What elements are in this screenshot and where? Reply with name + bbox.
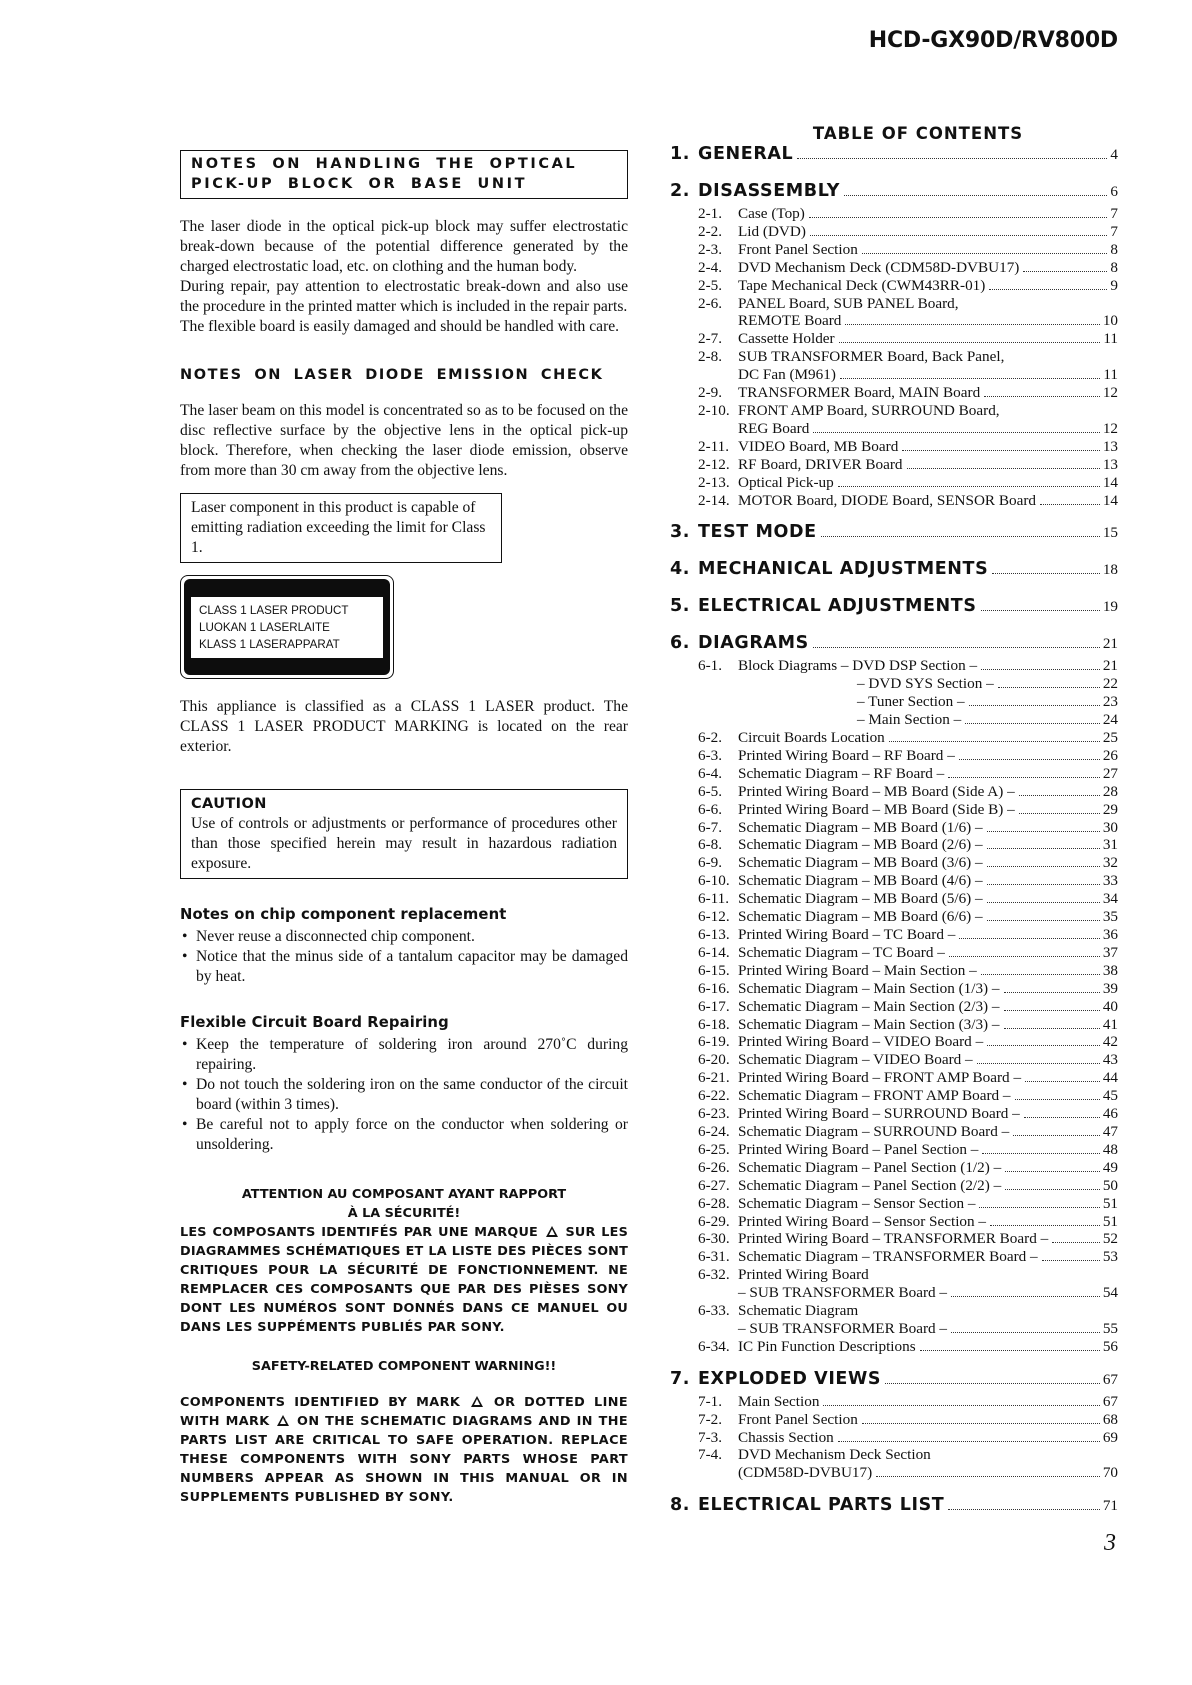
flex-list [180, 1035, 628, 1155]
toc-entry[interactable]: 7-4. DVD Mechanism Deck Section [698, 1446, 931, 1464]
toc-entry[interactable]: – Tuner Section – 23 [857, 693, 1118, 711]
toc-entry[interactable]: 2-2. Lid (DVD) 7 [698, 222, 1118, 240]
caution-box [180, 789, 628, 879]
toc-entry[interactable]: 7-3. Chassis Section 69 [698, 1428, 1118, 1446]
toc-list [670, 144, 1118, 1519]
toc-entry[interactable]: 2-10. FRONT AMP Board, SURROUND Board, [698, 401, 1000, 419]
chip-title: Notes on chip component replacement [180, 906, 507, 923]
toc-section[interactable]: 3. TEST MODE 15 [670, 522, 1118, 543]
caution-title: CAUTION [191, 796, 267, 812]
toc-entry[interactable]: – SUB TRANSFORMER Board – 54 [738, 1284, 1118, 1302]
flex-title: Flexible Circuit Board Repairing [180, 1014, 449, 1031]
toc-entry[interactable]: 6-26. Schematic Diagram – Panel Section (1/2) – 49 [698, 1158, 1118, 1176]
toc-entry[interactable]: 7-1. Main Section 67 [698, 1392, 1118, 1410]
toc-entry[interactable]: 6-33. Schematic Diagram [698, 1302, 859, 1320]
class1-laser-label [180, 575, 394, 679]
toc-entry[interactable]: 6-22. Schematic Diagram – FRONT AMP Board – 45 [698, 1087, 1118, 1105]
toc-section[interactable]: 7. EXPLODED VIEWS 67 [670, 1368, 1118, 1389]
left-column [180, 150, 628, 1507]
list-item: • Never reuse a disconnected chip component. [182, 928, 475, 945]
toc-entry[interactable]: 6-24. Schematic Diagram – SURROUND Board – 47 [698, 1122, 1118, 1140]
toc-entry[interactable]: – SUB TRANSFORMER Board – 55 [738, 1319, 1118, 1337]
toc-entry[interactable]: 6-14. Schematic Diagram – TC Board – 37 [698, 943, 1118, 961]
toc-entry[interactable]: 6-8. Schematic Diagram – MB Board (2/6) – 31 [698, 836, 1118, 854]
warning-triangle-icon [471, 1396, 483, 1407]
toc-entry[interactable]: 2-12. RF Board, DRIVER Board 13 [698, 455, 1118, 473]
class-text: This appliance is classified as a CLASS 1 LASER product. The CLASS 1 LASER PRODUCT MARKING is located on the rear exterior. [180, 698, 628, 755]
list-item: • Keep the temperature of soldering iron around 270˚C during repairing. [182, 1036, 628, 1073]
toc-entry[interactable]: 6-34. IC Pin Function Descriptions 56 [698, 1337, 1118, 1355]
toc-entry[interactable]: 6-9. Schematic Diagram – MB Board (3/6) – 32 [698, 854, 1118, 872]
toc-entry[interactable]: 7-2. Front Panel Section 68 [698, 1410, 1118, 1428]
toc-entry[interactable]: 6-27. Schematic Diagram – Panel Section (2/2) – 50 [698, 1176, 1118, 1194]
toc-entry[interactable]: 6-10. Schematic Diagram – MB Board (4/6) – 33 [698, 872, 1118, 890]
toc-entry[interactable]: 6-15. Printed Wiring Board – Main Section – 38 [698, 961, 1118, 979]
toc-entry[interactable]: REG Board 12 [738, 419, 1118, 437]
toc-entry[interactable]: 6-11. Schematic Diagram – MB Board (5/6) – 34 [698, 890, 1118, 908]
toc-entry[interactable]: 6-31. Schematic Diagram – TRANSFORMER Board – 53 [698, 1248, 1118, 1266]
toc-entry[interactable]: 6-25. Printed Wiring Board – Panel Section – 48 [698, 1140, 1118, 1158]
toc-entry[interactable]: 6-17. Schematic Diagram – Main Section (2/3) – 40 [698, 997, 1118, 1015]
toc-entry[interactable]: 2-7. Cassette Holder 11 [698, 330, 1118, 348]
toc-entry[interactable]: 2-1. Case (Top) 7 [698, 205, 1118, 222]
model-header: HCD-GX90D/RV800D [868, 28, 1118, 53]
toc-entry[interactable]: 6-5. Printed Wiring Board – MB Board (Side A) – 28 [698, 782, 1118, 800]
list-item: • Be careful not to apply force on the conductor when soldering or unsoldering. [182, 1116, 628, 1153]
page-number: 3 [1104, 1530, 1116, 1556]
fr-text: LES COMPOSANTS IDENTIFÉS PAR UNE MARQUE SUR LES DIAGRAMMES SCHÉMATIQUES ET LA LISTE DES PIÈCES SONT CRITIQUES POUR LA SÉCURITÉ DE FONCTIONNEMENT. NE REMPLACER CES COMPOSANTS QUE PAR DES PIÈSES SONY DONT LES NUMÉROS SONT DONNÉS DANS CE MANUEL OU DANS LES SUPPÉMENTS PUBLIÉS PAR SONY. [180, 1225, 629, 1335]
laser-label-text: CLASS 1 LASER PRODUCT LUOKAN 1 LASERLAITE KLASS 1 LASERAPPARAT [191, 597, 383, 658]
toc-entry[interactable]: 6-16. Schematic Diagram – Main Section (1/3) – 39 [698, 979, 1118, 997]
table-of-contents [670, 124, 1118, 1519]
toc-entry[interactable]: 2-8. SUB TRANSFORMER Board, Back Panel, [698, 348, 1005, 366]
pickup-text-1: The laser diode in the optical pick-up block may suffer electrostatic break-down because of the potential difference generated by the charged electrostatic load, etc. on clothing and the human body. [180, 218, 628, 275]
pickup-text-3: The flexible board is easily damaged and should be handled with care. [180, 318, 620, 335]
toc-entry[interactable]: 6-28. Schematic Diagram – Sensor Section – 51 [698, 1194, 1118, 1212]
list-item: • Notice that the minus side of a tantalum capacitor may be damaged by heat. [182, 948, 628, 985]
toc-entry[interactable]: – Main Section – 24 [857, 711, 1118, 729]
toc-section[interactable]: 6. DIAGRAMS 21 [670, 633, 1118, 654]
toc-entry[interactable]: 6-13. Printed Wiring Board – TC Board – 36 [698, 926, 1118, 943]
warning-triangle-icon [277, 1415, 289, 1426]
toc-entry[interactable]: 6-30. Printed Wiring Board – TRANSFORMER Board – 52 [698, 1230, 1118, 1248]
toc-entry[interactable]: 6-23. Printed Wiring Board – SURROUND Board – 46 [698, 1105, 1118, 1123]
toc-entry[interactable]: 2-9. TRANSFORMER Board, MAIN Board 12 [698, 384, 1118, 402]
toc-section[interactable]: 8. ELECTRICAL PARTS LIST 71 [670, 1495, 1118, 1516]
toc-entry[interactable]: 6-3. Printed Wiring Board – RF Board – 26 [698, 746, 1118, 764]
toc-entry[interactable]: 6-2. Circuit Boards Location 25 [698, 729, 1118, 747]
fr-title: ATTENTION AU COMPOSANT AYANT RAPPORT À LA SÉCURITÉ! [241, 1187, 567, 1221]
pickup-notes-title: NOTES ON HANDLING THE OPTICAL PICK-UP BLOCK OR BASE UNIT [191, 156, 578, 192]
toc-entry[interactable]: 6-29. Printed Wiring Board – Sensor Section – 51 [698, 1212, 1118, 1230]
list-item: • Do not touch the soldering iron on the same conductor of the circuit board (within 3 times). [182, 1076, 628, 1113]
laser-note-box [180, 493, 502, 563]
toc-title: TABLE OF CONTENTS [812, 124, 1024, 143]
toc-entry[interactable]: 6-21. Printed Wiring Board – FRONT AMP Board – 44 [698, 1069, 1118, 1087]
toc-entry[interactable]: 2-4. DVD Mechanism Deck (CDM58D-DVBU17) 8 [698, 258, 1118, 276]
toc-section[interactable]: 1. GENERAL 4 [670, 144, 1118, 164]
toc-entry[interactable]: 6-32. Printed Wiring Board [698, 1266, 869, 1284]
toc-entry[interactable]: 2-11. VIDEO Board, MB Board 13 [698, 437, 1118, 455]
toc-entry[interactable]: REMOTE Board 10 [738, 312, 1118, 330]
toc-entry[interactable]: 6-12. Schematic Diagram – MB Board (6/6) – 35 [698, 908, 1118, 926]
toc-entry[interactable]: 6-20. Schematic Diagram – VIDEO Board – 43 [698, 1051, 1118, 1069]
toc-section[interactable]: 5. ELECTRICAL ADJUSTMENTS 19 [670, 596, 1118, 617]
toc-entry[interactable]: DC Fan (M961) 11 [738, 366, 1118, 384]
warning-title: SAFETY-RELATED COMPONENT WARNING!! [251, 1359, 557, 1374]
toc-entry[interactable]: (CDM58D-DVBU17) 70 [738, 1464, 1118, 1482]
toc-entry[interactable]: 2-14. MOTOR Board, DIODE Board, SENSOR Board 14 [698, 491, 1118, 509]
laser-note-text: Laser component in this product is capable of emitting radiation exceeding the limit for Class 1. [191, 499, 486, 556]
toc-entry[interactable]: 2-5. Tape Mechanical Deck (CWM43RR-01) 9 [698, 276, 1118, 294]
toc-section[interactable]: 2. DISASSEMBLY 6 [670, 181, 1118, 201]
toc-entry[interactable]: 6-7. Schematic Diagram – MB Board (1/6) – 30 [698, 818, 1118, 836]
toc-entry[interactable]: 6-1. Block Diagrams – DVD DSP Section – 21 [698, 657, 1118, 675]
toc-entry[interactable]: 2-13. Optical Pick-up 14 [698, 473, 1118, 491]
toc-entry[interactable]: – DVD SYS Section – 22 [857, 675, 1118, 693]
toc-entry[interactable]: 6-18. Schematic Diagram – Main Section (3/3) – 41 [698, 1015, 1118, 1033]
warning-text: COMPONENTS IDENTIFIED BY MARK OR DOTTED LINE WITH MARK ON THE SCHEMATIC DIAGRAMS AND IN THE PARTS LIST ARE CRITICAL TO SAFE OPERATION. REPLACE THESE COMPONENTS WITH SONY PARTS WHOSE PART NUMBERS APPEAR AS SHOWN IN THIS MANUAL OR IN SUPPLEMENTS PUBLISHED BY SONY. [180, 1395, 629, 1505]
toc-section[interactable]: 4. MECHANICAL ADJUSTMENTS 18 [670, 559, 1118, 580]
pickup-text-2: During repair, pay attention to electrostatic break-down and also use the procedure in the printed matter which is included in the repair parts. [180, 278, 628, 315]
emission-title: NOTES ON LASER DIODE EMISSION CHECK [180, 367, 604, 383]
warning-triangle-icon [546, 1226, 558, 1237]
pickup-notes-box [180, 150, 628, 199]
emission-text: The laser beam on this model is concentrated so as to be focused on the disc reflective surface by the objective lens in the optical pick-up block. Therefore, when checking the laser diode emission, observe from more than 30 cm away from the objective lens. [180, 402, 628, 479]
toc-entry[interactable]: 2-3. Front Panel Section 8 [698, 240, 1118, 258]
toc-entry[interactable]: 6-19. Printed Wiring Board – VIDEO Board – 42 [698, 1033, 1118, 1051]
toc-entry[interactable]: 6-4. Schematic Diagram – RF Board – 27 [698, 764, 1118, 782]
toc-entry[interactable]: 6-6. Printed Wiring Board – MB Board (Side B) – 29 [698, 800, 1118, 818]
chip-list [180, 927, 628, 987]
caution-text: Use of controls or adjustments or performance of procedures other than those specified herein may result in hazardous radiation exposure. [191, 815, 617, 872]
toc-entry[interactable]: 2-6. PANEL Board, SUB PANEL Board, [698, 294, 959, 312]
